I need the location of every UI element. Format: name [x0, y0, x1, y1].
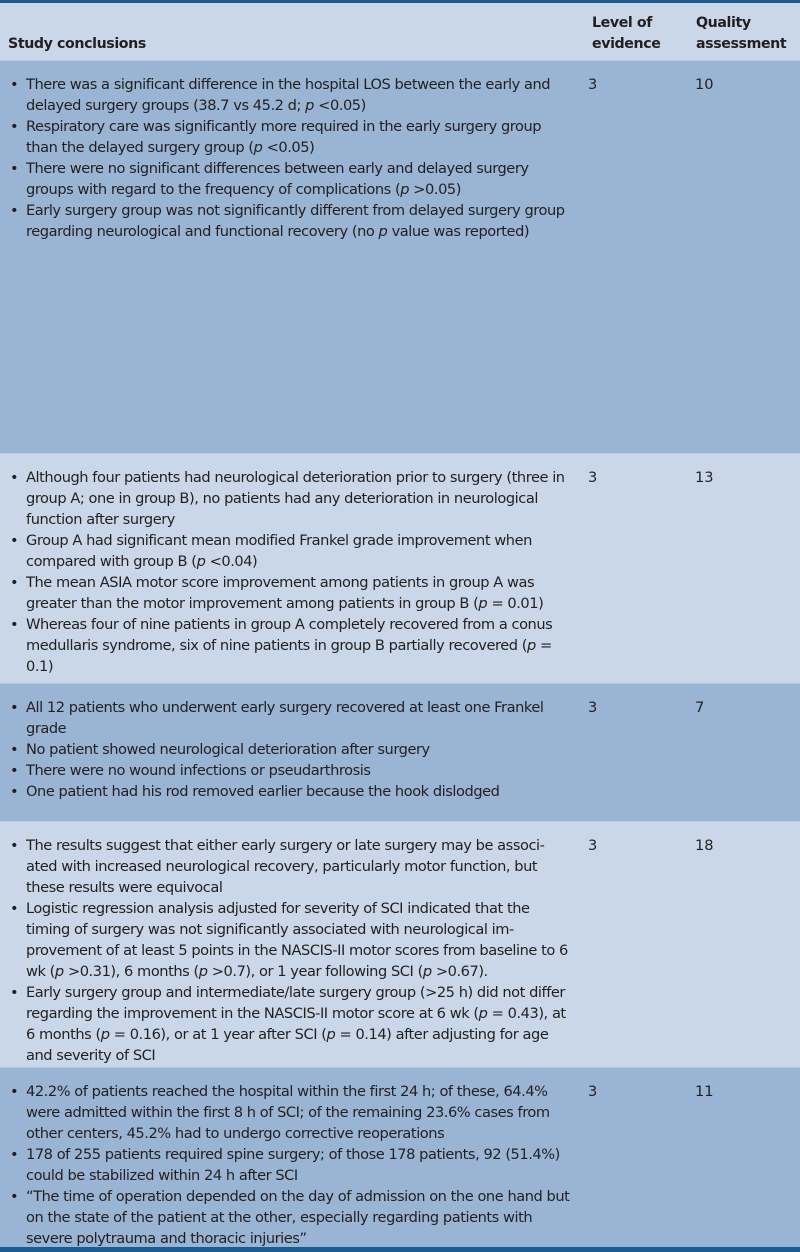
bullet-icon: • — [10, 1188, 19, 1205]
conclusion-item — [10, 982, 570, 1066]
table-row — [0, 60, 800, 453]
header-quality-assessment: Quality assessment — [696, 15, 787, 52]
table-row — [0, 821, 800, 1067]
conclusion-item — [10, 74, 570, 116]
bullet-icon: • — [10, 574, 19, 591]
conclusion-item — [10, 697, 570, 739]
bullet-icon: • — [10, 202, 19, 219]
bullet-icon: • — [10, 783, 19, 800]
level-of-evidence-value: 3 — [588, 1083, 598, 1100]
conclusion-item — [10, 530, 570, 572]
conclusion-text: “The time of operation depended on the day of admission on the one hand but on the state of the patient at the other, especially regarding patients with severe polytrauma and thoracic injuries” — [26, 1188, 570, 1247]
conclusions-list — [10, 835, 570, 1066]
bullet-icon: • — [10, 616, 19, 633]
conclusion-item — [10, 200, 570, 242]
conclusion-text: Logistic regression analysis adjusted for severity of SCI indicated that the timing of surgery was not significantly associated with neurological improvement of at least 5 points in the NASCIS-II motor scores from baseline to 6 wk (p >0.31), 6 months (p >0.7), or 1 year following SCI (p >0.67). — [26, 900, 568, 980]
table-header — [0, 3, 800, 60]
bullet-icon: • — [10, 1083, 19, 1100]
bullet-icon: • — [10, 837, 19, 854]
bullet-icon: • — [10, 160, 19, 177]
conclusion-text: All 12 patients who underwent early surgery recovered at least one Frankel grade — [26, 699, 544, 737]
conclusions-list — [10, 697, 570, 802]
bullet-icon: • — [10, 984, 19, 1001]
quality-assessment-value: 10 — [695, 76, 714, 93]
table-row — [0, 453, 800, 683]
bullet-icon: • — [10, 741, 19, 758]
conclusion-text: Whereas four of nine patients in group A completely recovered from a conus medullaris syndrome, six of nine patients in group B partially recovered (p = 0.1) — [26, 616, 553, 675]
conclusion-item — [10, 898, 570, 982]
conclusion-item — [10, 572, 570, 614]
bullet-icon: • — [10, 532, 19, 549]
conclusion-text: Group A had significant mean modified Frankel grade improvement when compared with group B (p <0.04) — [26, 532, 532, 570]
bullet-icon: • — [10, 699, 19, 716]
conclusion-item — [10, 781, 570, 802]
quality-assessment-value: 7 — [695, 699, 705, 716]
conclusion-item — [10, 760, 570, 781]
conclusion-item — [10, 158, 570, 200]
conclusions-list — [10, 1081, 570, 1249]
conclusion-item — [10, 739, 570, 760]
conclusion-text: No patient showed neurological deterioration after surgery — [26, 741, 430, 758]
conclusion-item — [10, 1081, 570, 1144]
bullet-icon: • — [10, 762, 19, 779]
conclusion-text: Early surgery group was not significantly different from delayed surgery group regarding neurological and functional recovery (no p value was reported) — [26, 202, 565, 240]
header-study-conclusions: Study conclusions — [8, 36, 146, 52]
level-of-evidence-value: 3 — [588, 76, 598, 93]
bullet-icon: • — [10, 900, 19, 917]
conclusion-item — [10, 1144, 570, 1186]
table-row — [0, 1067, 800, 1247]
conclusion-item — [10, 1186, 570, 1249]
level-of-evidence-value: 3 — [588, 469, 598, 486]
bullet-icon: • — [10, 118, 19, 135]
quality-assessment-value: 18 — [695, 837, 714, 854]
conclusion-text: Respiratory care was significantly more required in the early surgery group than the delayed surgery group (p <0.05) — [26, 118, 542, 156]
bullet-icon: • — [10, 76, 19, 93]
conclusion-text: There were no wound infections or pseudarthrosis — [26, 762, 371, 779]
conclusion-text: There were no significant differences between early and delayed surgery groups with regard to the frequency of complications (p >0.05) — [26, 160, 529, 198]
quality-assessment-value: 11 — [695, 1083, 714, 1100]
conclusion-text: There was a significant difference in the hospital LOS between the early and delayed surgery groups (38.7 vs 45.2 d; p <0.05) — [26, 76, 551, 114]
conclusion-text: 42.2% of patients reached the hospital within the first 24 h; of these, 64.4% were admitted within the first 8 h of SCI; of the remaining 23.6% cases from other centers, 45.2% had to undergo corrective reoperations — [26, 1083, 550, 1142]
level-of-evidence-value: 3 — [588, 837, 598, 854]
table-row — [0, 683, 800, 821]
bullet-icon: • — [10, 469, 19, 486]
quality-assessment-value: 13 — [695, 469, 714, 486]
conclusions-list — [10, 74, 570, 242]
conclusion-item — [10, 116, 570, 158]
conclusion-text: The results suggest that either early surgery or late surgery may be associated with increased neurological recovery, particularly motor function, but these results were equivocal — [26, 837, 545, 896]
level-of-evidence-value: 3 — [588, 699, 598, 716]
bullet-icon: • — [10, 1146, 19, 1163]
conclusions-list — [10, 467, 570, 677]
conclusion-text: The mean ASIA motor score improvement among patients in group A was greater than the motor improvement among patients in group B (p = 0.01) — [26, 574, 544, 612]
conclusion-item — [10, 835, 570, 898]
conclusion-text: 178 of 255 patients required spine surgery; of those 178 patients, 92 (51.4%) could be stabilized within 24 h after SCI — [26, 1146, 560, 1184]
conclusion-item — [10, 614, 570, 677]
conclusion-item — [10, 467, 570, 530]
conclusion-text: Early surgery group and intermediate/late surgery group (>25 h) did not differ regarding the improvement in the NASCIS-II motor score at 6 wk (p = 0.43), at 6 months (p = 0.16), or at 1 year after SCI (p = 0.14) after adjusting for age and severity of SCI — [26, 984, 566, 1064]
header-level-of-evidence: Level of evidence — [592, 15, 661, 52]
conclusion-text: Although four patients had neurological deterioration prior to surgery (three in group A; one in group B), no patients had any deterioration in neurological function after surgery — [26, 469, 565, 528]
conclusion-text: One patient had his rod removed earlier because the hook dislodged — [26, 783, 500, 800]
